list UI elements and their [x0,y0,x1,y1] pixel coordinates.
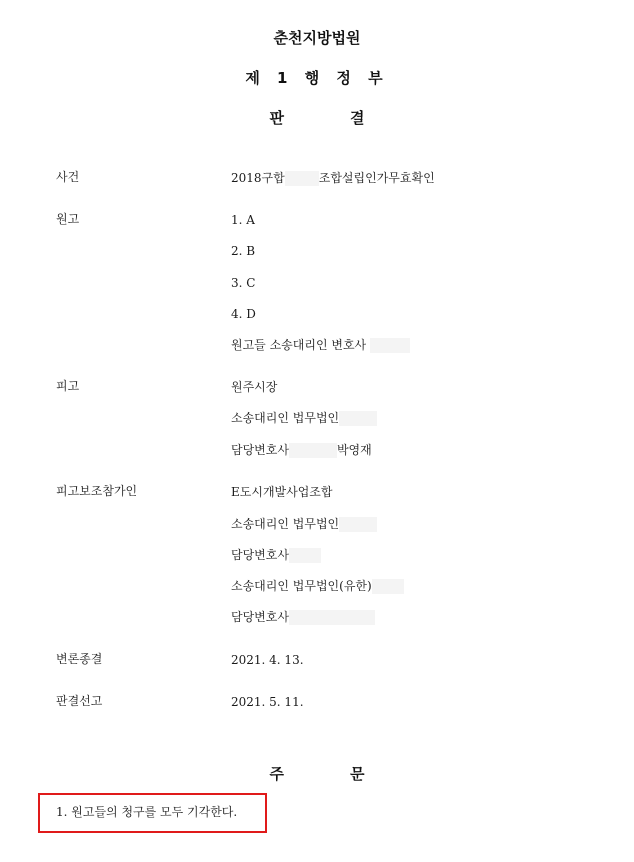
redaction-block [289,443,337,458]
closing-label: 변론종결 [56,652,103,666]
department-name: 제 1 행 정 부 [245,69,389,87]
defendant-name: 원주시장 [231,380,278,394]
intervenor-lawyer2-text: 담당변호사 [231,610,289,624]
redaction-block [285,171,319,186]
redaction-block [372,579,404,594]
intervenor-lawyer1 [231,547,321,563]
plaintiff-attorney-text: 원고들 소송대리인 변호사 [231,338,367,352]
order-title-right: 문 [350,765,365,783]
intervenor-rep2-text: 소송대리인 법무법인(유한) [231,579,372,593]
redaction-block [339,517,377,532]
defendant-lawyer-prefix: 담당변호사 [231,443,289,457]
intervenor-lawyer2 [231,609,375,625]
court-name: 춘천지방법원 [273,29,361,47]
intervenor-rep1 [231,516,377,532]
plaintiff-item: 3. C [231,276,256,290]
document-type-right: 결 [350,109,365,127]
intervenor-rep2 [231,578,404,594]
intervenor-lawyer1-text: 담당변호사 [231,548,289,562]
intervenor-name: E도시개발사업조합 [231,485,333,499]
judgment-date: 2021. 5. 11. [231,695,304,709]
order-title-left: 주 [269,765,284,783]
redaction-block [370,338,410,353]
defendant-label: 피고 [56,379,80,393]
redaction-block [289,610,375,625]
redaction-block [289,548,321,563]
plaintiff-item: 1. A [231,213,255,227]
order-item: 1. 원고들의 청구를 모두 기각한다. [56,805,238,819]
closing-date: 2021. 4. 13. [231,653,304,667]
plaintiff-item: 2. B [231,244,256,258]
redaction-block [339,411,377,426]
defendant-lawyer-name: 박영재 [336,443,372,457]
case-title: 조합설립인가무효확인 [318,171,435,185]
case-number-prefix: 2018구합 [231,171,285,185]
document-type [0,107,634,128]
defendant-lawyer [231,442,372,458]
plaintiff-attorney [231,337,410,353]
plaintiff-label: 원고 [56,212,80,226]
judgment-label: 판결선고 [56,694,103,708]
plaintiff-item: 4. D [231,307,256,321]
case-value [231,170,435,186]
document-type-left: 판 [269,109,284,127]
intervenor-rep1-text: 소송대리인 법무법인 [231,517,340,531]
defendant-rep-text: 소송대리인 법무법인 [231,411,340,425]
order-title [0,763,634,784]
intervenor-label: 피고보조참가인 [56,484,138,498]
case-label: 사건 [56,170,80,184]
defendant-rep [231,410,377,426]
